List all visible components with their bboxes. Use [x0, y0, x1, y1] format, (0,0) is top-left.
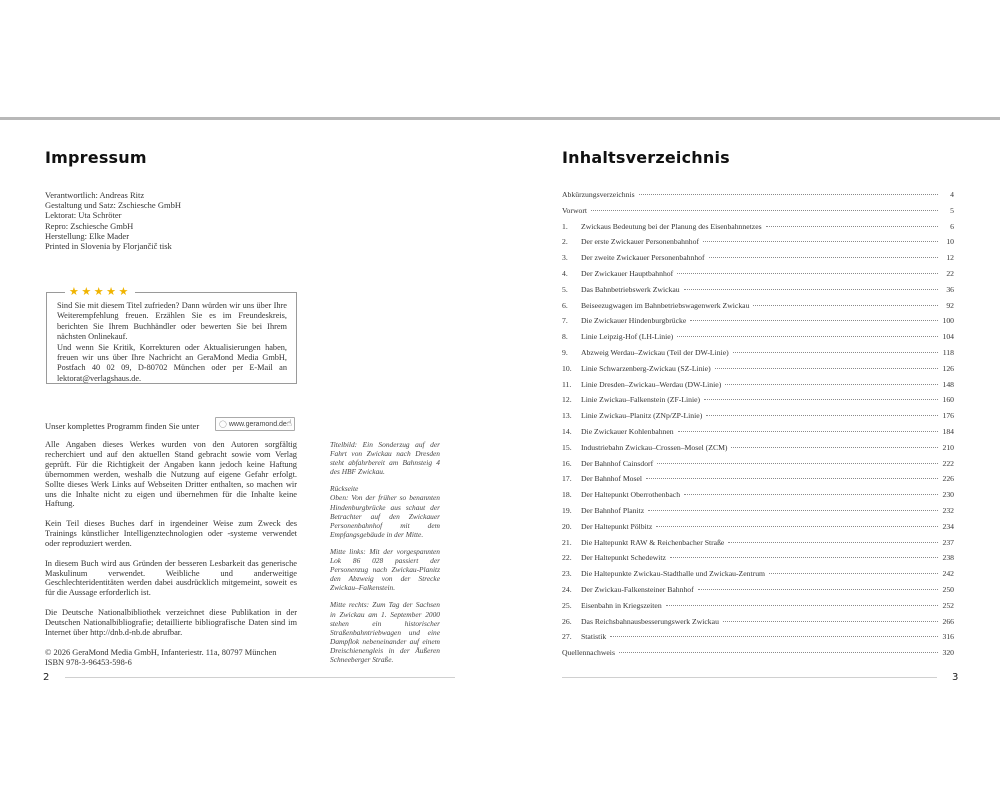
feedback-box [46, 285, 297, 384]
credits-block [45, 190, 325, 251]
toc-entry-page: 230 [942, 490, 954, 500]
toc-leader-dots [677, 336, 938, 337]
toc-entry-number: 11. [562, 379, 572, 389]
toc-leader-dots [619, 652, 938, 653]
toc-entry[interactable] [562, 237, 954, 253]
toc-entry-title: Der Haltepunkt Schedewitz [581, 553, 666, 563]
toc-entry[interactable] [562, 522, 954, 538]
credit-line: Herstellung: Elke Mader [45, 230, 130, 241]
toc-entry-number: 4. [562, 268, 568, 278]
toc-entry-title: Der Zwickau-Falkensteiner Bahnhof [581, 584, 694, 594]
toc-entry-title: Der erste Zwickauer Personenbahnhof [581, 237, 700, 247]
toc-entry-number: 15. [562, 442, 572, 452]
toc-entry-page: 222 [942, 458, 954, 468]
toc-entry-number: 2. [562, 237, 568, 247]
toc-leader-dots [677, 273, 938, 274]
toc-entry-page: 238 [942, 553, 954, 563]
toc-entry-number: 10. [562, 363, 572, 373]
legal-paragraph: Die Deutsche Nationalbibliothek verzeichnet diese Publikation in der Deutschen Nationalbibliografie; detaillierte bibliografische Daten sind im Internet über http://dnb.d-nb.de abrufbar. [45, 608, 297, 637]
toc-entry-page: 316 [942, 632, 954, 642]
toc-entry-page: 4 [950, 190, 954, 199]
toc-entry-number: 8. [562, 332, 568, 342]
toc-leader-dots [731, 447, 938, 448]
toc-entry-page: 10 [946, 237, 954, 247]
toc-entry-number: 19. [562, 505, 572, 515]
website-url: www.geramond.de [228, 420, 287, 428]
toc-entry[interactable] [562, 474, 954, 490]
toc-entry-page: 126 [942, 363, 954, 373]
toc-leader-dots [670, 557, 938, 558]
toc-entry-page: 320 [942, 648, 954, 658]
copyright [45, 648, 297, 668]
toc-entry-number: 6. [562, 300, 568, 310]
toc-entry-page: 232 [942, 505, 954, 515]
toc-entry[interactable] [562, 601, 954, 617]
toc-entry-page: 234 [942, 521, 954, 531]
toc-entry-number: 13. [562, 411, 572, 421]
toc-entry-page: 148 [942, 379, 954, 389]
toc-entry-title: Das Bahnbetriebswerk Zwickau [581, 284, 680, 294]
legal-notices [45, 440, 297, 667]
toc-leader-dots [646, 478, 938, 479]
toc-entry-number: 3. [562, 253, 568, 263]
footer-rule [562, 677, 937, 678]
toc-entry-title: Zwickaus Bedeutung bei der Planung des Eisenbahnnetzes [581, 221, 762, 231]
toc-entry-page: 118 [942, 347, 954, 357]
toc-entry[interactable] [562, 617, 954, 633]
toc-entry-page: 237 [942, 537, 954, 547]
credit-line: Repro: Zschiesche GmbH [45, 220, 134, 231]
toc-entry-number: 16. [562, 458, 572, 468]
toc-leader-dots [766, 226, 938, 227]
toc-entry-number: 18. [562, 490, 572, 500]
toc-entry[interactable] [562, 443, 954, 459]
toc-entry-number: 27. [562, 632, 572, 642]
toc-leader-dots [684, 494, 938, 495]
toc-entry-title: Beiseezugwagen im Bahnbetriebswagenwerk Zwickau [581, 300, 750, 310]
toc-entry-number: 22. [562, 553, 572, 563]
toc-entry-page: 6 [950, 221, 954, 231]
toc-entry-page: 176 [942, 411, 954, 421]
toc-leader-dots [610, 636, 938, 637]
toc-entry[interactable] [562, 222, 954, 238]
toc-entry[interactable] [562, 395, 954, 411]
toc-entry-page: 226 [942, 474, 954, 484]
copyright-line: © 2026 GeraMond Media GmbH, Infanteriestr. 11a, 80797 München [45, 647, 277, 657]
toc-entry-page: 250 [942, 584, 954, 594]
website-link-button[interactable] [215, 417, 295, 431]
toc-leader-dots [656, 526, 938, 527]
feedback-text: Sind Sie mit diesem Titel zufrieden? Dann würden wir uns über Ihre Weiterempfehlung freuen. Erzählen Sie es im Freundeskreis, berichten Sie Ihrem Buchhändler oder bewerten Sie bei Ihrem nächsten Onlinekauf. [57, 301, 287, 342]
toc-entry-title: Quellennachweis [562, 648, 615, 658]
toc-entry[interactable] [562, 459, 954, 475]
toc-entry[interactable] [562, 332, 954, 348]
caption-middle-left: Mitte links: Mit der vorgespannten Lok 86 028 passiert der Personenzug nach Zwickau-Planitz den Abzweig von der Strecke Zwickau–Falkenstein. [330, 546, 440, 593]
feedback-contact-text: Und wenn Sie Kritik, Korrekturen oder Aktualisierungen haben, freuen wir uns über Ihre Nachricht an GeraMond Media GmbH, Postfach 40 02 09, D-80702 München oder per E-Mail an lektorat@verlagshaus.de. [57, 342, 287, 383]
toc-entry-title: Das Reichsbahnausbesserungswerk Zwickau [581, 616, 719, 626]
isbn: ISBN 978-3-96453-598-6 [45, 657, 132, 667]
toc-entry-title: Industriebahn Zwickau–Crossen–Mosel (ZCM) [581, 442, 728, 452]
pointer-cursor-icon: ☝ [286, 419, 292, 429]
right-page [500, 120, 1000, 700]
toc-entry[interactable] [562, 253, 954, 269]
program-text: Unser komplettes Programm finden Sie unter [45, 421, 200, 431]
page-title-impressum: Impressum [45, 148, 147, 167]
toc-leader-dots [733, 352, 938, 353]
toc-entry-page: 210 [942, 442, 954, 452]
toc-entry-page: 5 [950, 205, 954, 215]
toc-entry-number: 1. [562, 221, 568, 231]
toc-entry[interactable] [562, 206, 954, 222]
table-of-contents [562, 190, 954, 664]
caption-middle-right: Mitte rechts: Zum Tag der Sachsen in Zwickau am 1. September 2000 stehen ein historischer Straßenbahntriebwagen und eine Dampflok nebeneinander auf einem Dreischienengleis in der Äußeren Schneeberger Straße. [330, 600, 440, 664]
toc-entry-title: Die Zwickauer Kohlenbahnen [581, 426, 674, 436]
toc-entry-title: Die Haltepunkt RAW & Reichenbacher Straße [581, 537, 725, 547]
toc-leader-dots [657, 463, 938, 464]
footer-rule [65, 677, 455, 678]
toc-entry-page: 22 [946, 268, 954, 278]
toc-entry-page: 252 [942, 600, 954, 610]
toc-leader-dots [684, 289, 938, 290]
toc-entry-title: Vorwort [562, 205, 588, 215]
toc-entry-page: 92 [946, 300, 954, 310]
toc-entry-number: 23. [562, 569, 572, 579]
toc-leader-dots [723, 621, 938, 622]
toc-entry-number: 5. [562, 284, 568, 294]
toc-entry-title: Abzweig Werdau–Zwickau (Teil der DW-Linie) [581, 347, 729, 357]
toc-entry-number: 25. [562, 600, 572, 610]
toc-leader-dots [648, 510, 938, 511]
toc-leader-dots [709, 257, 938, 258]
rating-stars-icon: ★★★★★ [65, 285, 135, 299]
toc-entry[interactable] [562, 648, 954, 664]
toc-leader-dots [639, 194, 938, 195]
toc-entry-page: 266 [942, 616, 954, 626]
globe-icon: ◯ [219, 421, 227, 428]
toc-entry-title: Abkürzungsverzeichnis [562, 190, 635, 199]
toc-entry-number: 17. [562, 474, 572, 484]
caption-cover: Titelbild: Ein Sonderzug auf der Fahrt von Zwickau nach Dresden steht abfahrbereit am Bahnsteig 4 des HBF Zwickau. [330, 440, 440, 477]
toc-leader-dots [690, 320, 938, 321]
legal-paragraph: Kein Teil dieses Buches darf in irgendeiner Weise zum Zweck des Trainings künstlicher Intelligenztechnologien oder -systeme verwendet oder reproduziert werden. [45, 519, 297, 548]
credit-line: Printed in Slovenia by Florjančič tisk [45, 241, 172, 252]
program-line [45, 414, 305, 436]
toc-entry-title: Der Bahnhof Mosel [581, 474, 643, 484]
toc-entry-title: Der Zwickauer Hauptbahnhof [581, 268, 674, 278]
toc-entry-title: Statistik [581, 632, 607, 642]
toc-entry-page: 104 [942, 332, 954, 342]
toc-entry-page: 12 [946, 253, 954, 263]
toc-entry-page: 184 [942, 426, 954, 436]
page-title-toc: Inhaltsverzeichnis [562, 148, 730, 167]
toc-entry-page: 36 [946, 284, 954, 294]
toc-entry-number: 24. [562, 584, 572, 594]
toc-entry[interactable] [562, 285, 954, 301]
toc-leader-dots [666, 605, 938, 606]
toc-entry-page: 242 [942, 569, 954, 579]
toc-entry-title: Die Zwickauer Hindenburgbrücke [581, 316, 687, 326]
toc-entry-title: Der Bahnhof Cainsdorf [581, 458, 654, 468]
toc-entry-number: 26. [562, 616, 572, 626]
toc-leader-dots [706, 415, 938, 416]
toc-entry-number: 14. [562, 426, 572, 436]
toc-entry-page: 100 [942, 316, 954, 326]
toc-entry[interactable] [562, 538, 954, 554]
toc-entry-title: Linie Zwickau–Falkenstein (ZF-Linie) [581, 395, 701, 405]
left-page [0, 120, 500, 700]
toc-entry[interactable] [562, 301, 954, 317]
photo-captions [330, 440, 440, 672]
toc-entry[interactable] [562, 348, 954, 364]
toc-leader-dots [725, 384, 938, 385]
toc-leader-dots [753, 305, 938, 306]
toc-entry[interactable] [562, 316, 954, 332]
toc-entry[interactable] [562, 553, 954, 569]
toc-leader-dots [591, 210, 938, 211]
toc-entry-title: Eisenbahn in Kriegszeiten [581, 600, 662, 610]
toc-entry-number: 20. [562, 521, 572, 531]
toc-leader-dots [698, 589, 938, 590]
legal-paragraph: In diesem Buch wird aus Gründen der besseren Lesbarkeit das generische Maskulinum verwendet. Weibliche und anderweitige Geschlechteridentitäten werden dabei ausdrücklich mitgemeint, soweit es für die Aussage erforderlich ist. [45, 558, 297, 598]
caption-back-top: Rückseite Oben: Von der früher so benannten Hindenburgbrücke aus schaut der Betrachter auf den Zwickauer Personenbahnhof mit dem Empfangsgebäude in der Mitte. [330, 484, 440, 539]
legal-paragraph: Alle Angaben dieses Werkes wurden von den Autoren sorgfältig recherchiert und auf den aktuellen Stand gebracht sowie vom Verlag geprüft. Für die Richtigkeit der Angaben kann jedoch keine Haftung übernommen werden, weshalb die Nutzung auf eigene Gefahr erfolgt. Sollte dieses Werk Links auf Webseiten Dritter enthalten, so machen wir uns die Inhalte nicht zu eigen und übernehmen für die Inhalte keine Haftung. [45, 440, 297, 509]
toc-entry-number: 21. [562, 537, 572, 547]
credit-line: Verantwortlich: Andreas Ritz [45, 190, 145, 200]
toc-entry-title: Der Bahnhof Planitz [581, 505, 645, 515]
page-number: 3 [952, 672, 959, 683]
toc-entry-title: Der zweite Zwickauer Personenbahnhof [581, 253, 705, 263]
toc-entry-title: Der Haltepunkt Oberrothenbach [581, 490, 681, 500]
toc-entry[interactable] [562, 506, 954, 522]
toc-entry-title: Linie Schwarzenberg-Zwickau (SZ-Linie) [581, 363, 711, 373]
toc-entry-number: 12. [562, 395, 572, 405]
toc-entry-title: Linie Zwickau–Planitz (ZNp/ZP-Linie) [581, 411, 703, 421]
toc-entry[interactable] [562, 490, 954, 506]
toc-entry[interactable] [562, 190, 954, 206]
page-number: 2 [43, 672, 50, 683]
toc-entry-title: Linie Dresden–Zwickau–Werdau (DW-Linie) [581, 379, 722, 389]
toc-entry[interactable] [562, 269, 954, 285]
toc-entry-title: Linie Leipzig-Hof (LH-Linie) [581, 332, 674, 342]
credit-line: Lektorat: Uta Schröter [45, 210, 122, 221]
toc-leader-dots [704, 399, 938, 400]
toc-entry[interactable] [562, 569, 954, 585]
toc-entry-number: 9. [562, 347, 568, 357]
toc-entry-number: 7. [562, 316, 568, 326]
toc-entry[interactable] [562, 427, 954, 443]
toc-leader-dots [678, 431, 938, 432]
toc-leader-dots [769, 573, 938, 574]
credit-line: Gestaltung und Satz: Zschiesche GmbH [45, 200, 181, 211]
toc-entry-title: Der Haltepunkt Pölbitz [581, 521, 653, 531]
toc-entry[interactable] [562, 585, 954, 601]
toc-entry-title: Die Haltepunkte Zwickau-Stadthalle und Zwickau-Zentrum [581, 569, 766, 579]
toc-leader-dots [703, 241, 938, 242]
toc-entry-page: 160 [942, 395, 954, 405]
toc-leader-dots [715, 368, 938, 369]
toc-entry[interactable] [562, 364, 954, 380]
toc-entry[interactable] [562, 632, 954, 648]
toc-entry[interactable] [562, 380, 954, 396]
toc-entry[interactable] [562, 411, 954, 427]
toc-leader-dots [728, 542, 938, 543]
